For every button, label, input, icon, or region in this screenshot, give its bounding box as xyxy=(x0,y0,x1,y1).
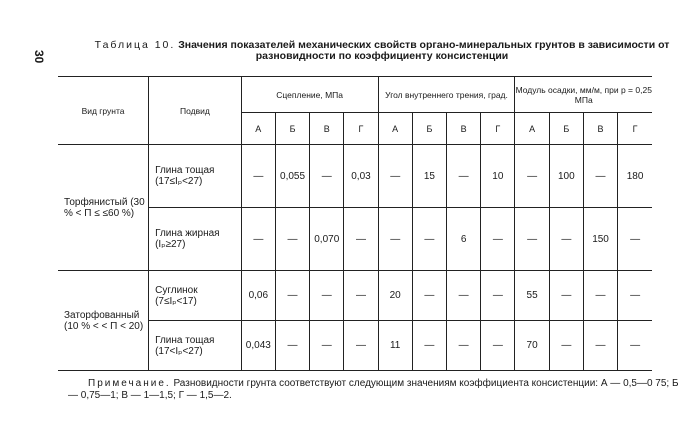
cell-value: — xyxy=(344,271,378,321)
properties-table xyxy=(58,76,652,371)
cell-value: — xyxy=(344,321,378,371)
page-number: 30 xyxy=(32,50,46,64)
cell-subtype: Глина тощая (17<Iₚ<27) xyxy=(149,321,242,371)
cell-value: — xyxy=(310,321,344,371)
cell-value: — xyxy=(275,321,309,371)
cell-value: — xyxy=(549,271,583,321)
cell-value: — xyxy=(378,208,412,271)
cell-value: 0,03 xyxy=(344,145,378,208)
cell-value: — xyxy=(275,208,309,271)
cell-value: — xyxy=(481,208,515,271)
cell-value: — xyxy=(412,208,446,271)
letter-modulus-g: Г xyxy=(618,113,652,145)
cell-value: 180 xyxy=(618,145,652,208)
letter-cohesion-g: Г xyxy=(344,113,378,145)
table-caption xyxy=(72,40,692,62)
cell-value: — xyxy=(549,321,583,371)
cell-subtype: Суглинок (7≤Iₚ<17) xyxy=(149,271,242,321)
header-kind: Вид грунта xyxy=(58,77,149,145)
table-row xyxy=(58,271,652,321)
note-text: Разновидности грунта соответствуют следующим значениям коэффициента консистенции: А — 0,5—0 75; Б — 0,75—1; В — 1—1,5; Г — 1,5—2. xyxy=(68,378,679,401)
letter-modulus-v: В xyxy=(583,113,617,145)
cell-kind: Заторфованный (10 % < < П < 20) xyxy=(58,271,149,371)
cell-value: — xyxy=(378,145,412,208)
letter-modulus-a: А xyxy=(515,113,549,145)
cell-value: 0,070 xyxy=(310,208,344,271)
cell-value: — xyxy=(310,145,344,208)
cell-value: — xyxy=(618,321,652,371)
cell-value: 150 xyxy=(583,208,617,271)
table-caption-title: Значения показателей механических свойств органо-минеральных грунтов в зависимости от разновидности по коэффициенту консистенции xyxy=(178,39,670,62)
cell-value: 55 xyxy=(515,271,549,321)
letter-friction-v: В xyxy=(447,113,481,145)
cell-value: 6 xyxy=(447,208,481,271)
cell-value: 20 xyxy=(378,271,412,321)
letter-friction-g: Г xyxy=(481,113,515,145)
cell-value: — xyxy=(412,271,446,321)
cell-value: — xyxy=(310,271,344,321)
cell-value: — xyxy=(344,208,378,271)
letter-cohesion-v: В xyxy=(310,113,344,145)
cell-value: 100 xyxy=(549,145,583,208)
cell-value: — xyxy=(618,271,652,321)
cell-value: — xyxy=(447,321,481,371)
cell-value: — xyxy=(583,145,617,208)
cell-value: — xyxy=(447,145,481,208)
table-row xyxy=(58,145,652,208)
cell-value: — xyxy=(515,208,549,271)
cell-value: — xyxy=(241,145,275,208)
cell-value: — xyxy=(275,271,309,321)
table-caption-label: Таблица 10. xyxy=(94,39,176,51)
cell-value: 10 xyxy=(481,145,515,208)
letter-friction-a: А xyxy=(378,113,412,145)
header-modulus: Модуль осадки, мм/м, при p = 0,25 МПа xyxy=(515,77,652,113)
cell-subtype: Глина тощая (17≤Iₚ<27) xyxy=(149,145,242,208)
cell-kind: Торфянистый (30 % < П ≤ ≤60 %) xyxy=(58,145,149,271)
cell-value: — xyxy=(241,208,275,271)
cell-value: — xyxy=(515,145,549,208)
cell-value: — xyxy=(618,208,652,271)
cell-value: 0,055 xyxy=(275,145,309,208)
table-note xyxy=(68,378,680,402)
cell-subtype: Глина жирная (Iₚ≥27) xyxy=(149,208,242,271)
cell-value: — xyxy=(447,271,481,321)
cell-value: — xyxy=(583,271,617,321)
cell-value: — xyxy=(583,321,617,371)
cell-value: 70 xyxy=(515,321,549,371)
letter-friction-b: Б xyxy=(412,113,446,145)
letter-modulus-b: Б xyxy=(549,113,583,145)
cell-value: 15 xyxy=(412,145,446,208)
header-subtype: Подвид xyxy=(149,77,242,145)
letter-cohesion-b: Б xyxy=(275,113,309,145)
cell-value: — xyxy=(481,271,515,321)
cell-value: — xyxy=(412,321,446,371)
note-label: Примечание. xyxy=(88,378,171,389)
cell-value: 0,06 xyxy=(241,271,275,321)
header-friction: Угол внутреннего трения, град. xyxy=(378,77,515,113)
cell-value: 0,043 xyxy=(241,321,275,371)
cell-value: — xyxy=(481,321,515,371)
header-cohesion: Сцепление, МПа xyxy=(241,77,378,113)
letter-cohesion-a: А xyxy=(241,113,275,145)
cell-value: 11 xyxy=(378,321,412,371)
cell-value: — xyxy=(549,208,583,271)
